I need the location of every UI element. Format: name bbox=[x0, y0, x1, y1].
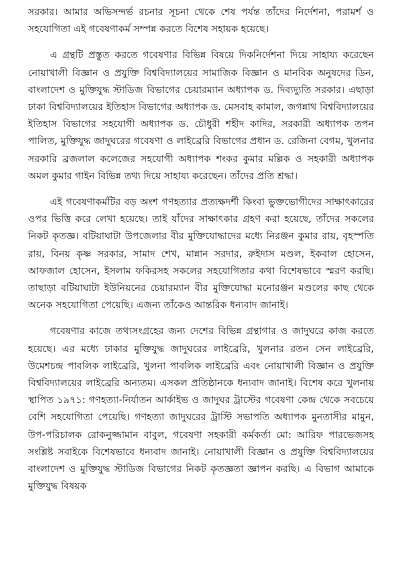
paragraph-acknowledgement-guidance: এ গ্রন্থটি প্রস্তুত করতে গবেষণার বিভিন্ন বিষয়ে দিকনির্দেশনা দিয়ে সাহায্য করেছেন নোয়াখালী বিজ্ঞান ও প্রযুক্তি বিশ্ববিদ্যালয়ের সামাজিক বিজ্ঞান ও মানবিক অনুষদের ডিন, বাংলাদেশ ও মুক্তিযুদ্ধ স্টাডিজ বিভাগের চেয়ারম্যান অধ্যাপক ড. দিব্যদ্যুতি সরকার। এছাড়া ঢাকা বিশ্ববিদ্যালয়ের ইতিহাস বিভাগের অধ্যাপক ড. মেসবাহ কামাল, জগন্নাথ বিশ্ববিদ্যালয়ের ইতিহাস বিভাগের সহযোগী অধ্যাপক ড. চৌধুরী শহীদ কাদির, সরকারী অধ্যাপক তপন পালিত, মুক্তিযুদ্ধ জাদুঘরের গবেষণা ও লাইব্রেরি বিভাগের প্রধান ড. রেজিনা বেগম, খুলনার সরকারি ব্রজলাল কলেজের সহযোগী অধ্যাপক শংকর কুমার মল্লিক ও সহকারী অধ্যাপক অমল কুমার গাইন বিভিন্ন তথ্য দিয়ে সাহায্য করেছেন। তাঁদের প্রতি শ্রদ্ধা। bbox=[28, 50, 374, 182]
document-page bbox=[28, 4, 374, 495]
paragraph-acknowledgement-libraries: গবেষণার কাজে তথ্যসংগ্রহের জন্য দেশের বিভিন্ন গ্রন্থাগার ও জাদুঘরে কাজ করতে হয়েছে। এর মধ্যে ঢাকার মুক্তিযুদ্ধ জাদুঘরের লাইব্রেরি, খুলনার রতন সেন লাইব্রেরি, উমেশচন্দ্র পাবলিক লাইব্রেরি, খুলনা পাবলিক লাইব্রেরি এবং নোয়াখালী বিজ্ঞান ও প্রযুক্তি বিশ্ববিদ্যালয়ের লাইব্রেরি অন্যতম। এসকল প্রতিষ্ঠানকে ধন্যবাদ জানাই। বিশেষ করে খুলনায় স্থাপিত ১৯৭১: গণহত্যা-নির্যাতন আর্কাইভ ও জাদুঘর ট্রাস্টের গবেষণা কেন্দ্র থেকে সবচেয়ে বেশি সহযোগিতা পেয়েছি। গণহত্যা জাদুঘরের ট্রাস্টি সভাপতি অধ্যাপক মুনতাসীর মামুন, উপ-পরিচালক রোকনুজ্জামান বাবুল, গবেষণা সহকারী কর্মকর্তা মো: আরিফ পারভেজসহ সংশ্লিষ্ট সবাইকে বিশেষভাবে ধন্যবাদ জানাই। নোয়াখালী বিজ্ঞান ও প্রযুক্তি বিশ্ববিদ্যালয়ের বাংলাদেশ ও মুক্তিযুদ্ধ স্টাডিজ বিভাগের নিকট কৃতজ্ঞতা জ্ঞাপন করছি। এ বিভাগ আমাকে মুক্তিযুদ্ধ বিষয়ক bbox=[28, 326, 374, 493]
paragraph-acknowledgement-interviewees: এই গবেষণাকর্মটির বড় অংশ গণহত্যার প্রত্যক্ষদর্শী কিংবা ভুক্তভোগীদের সাক্ষাৎকারের ওপর ভিত্তি করে লেখা হয়েছে। তাই যাঁদের সাক্ষাৎকার গ্রহণ করা হয়েছে, তাঁদের সকলের নিকট কৃতজ্ঞ। বটিয়াঘাটা উপজেলার বীর মুক্তিযোদ্ধাদের মধ্যে নিরঞ্জন কুমার রায়, বৃহস্পতি রায়, বিনয় কৃষ্ণ সরকার, সামাদ শেখ, মান্নান সরদার, রুইদাস মণ্ডল, ইকবাল হোসেন, আফজাল হোসেন, ইসলাম ফকিরসহ সকলের সহযোগিতার কথা বিশেষভাবে স্মরণ করছি। তাছাড়া বটিয়াঘাটা ইউনিয়নের চেয়ারম্যান বীর মুক্তিযোদ্ধা মনোরঞ্জন মণ্ডলের কাছ থেকে অনেক সহযোগিতা পেয়েছি। এজন্য তাঁকেও আন্তরিক ধন্যবাদ জানাই। bbox=[28, 197, 374, 312]
paragraph-acknowledgement-advisors: সরকার। আমার অভিসন্দর্ভ রচনার সূচনা থেকে শেষ পর্যন্ত তাঁদের নির্দেশনা, পরামর্শ ও সহযোগিতা এই গবেষণাকর্ম সম্পন্ন করতে বিশেষ সহায়ক হয়েছে। bbox=[28, 7, 374, 36]
